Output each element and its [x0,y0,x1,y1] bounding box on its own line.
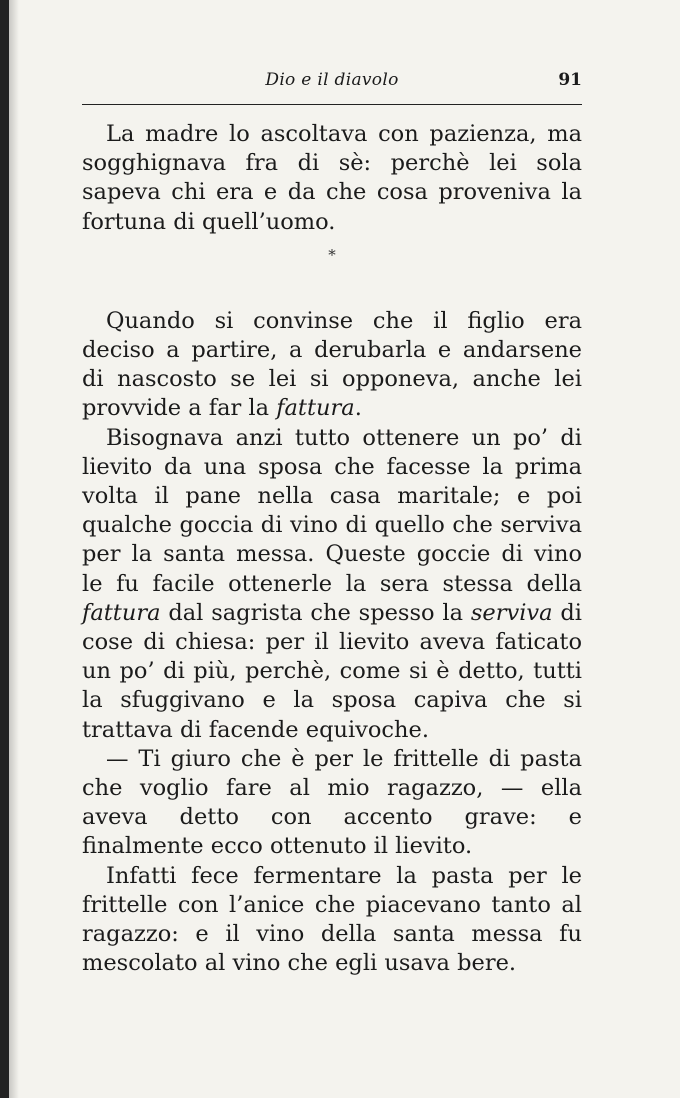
paragraph-3 [82,424,582,745]
paragraph-2 [82,307,582,424]
paragraph-3-emphasis-a: fattura [82,599,161,626]
section-separator [82,237,582,307]
paragraph-1: La madre lo ascoltava con pazienza, ma sogghignava fra di sè: perchè lei sola sapeva chi era e da che cosa proveniva la fortuna di quell’uomo. [82,121,582,235]
paragraph-3-text-b: dal sagrista che spesso la [160,599,471,626]
gutter-shadow [9,0,19,1098]
running-title: Dio e il diavolo [265,70,399,90]
paragraph-2-end: . [354,395,362,422]
book-spine-edge [0,0,9,1098]
paragraph-2-emphasis: fattura [276,395,355,422]
paragraph-3-emphasis-b: serviva [470,599,553,626]
asterism-icon: * [328,245,336,264]
page-number: 91 [558,70,582,90]
header-rule [82,104,582,105]
page-body [82,120,582,978]
running-header [82,70,582,96]
paragraph-3-text-c: di cose di chiesa: per il lievito aveva faticato un po’ di più, perchè, come si è detto, tutti la sfuggivano e la sposa capiva che si trattava di facende equivoche. [82,599,582,743]
paragraph-3-text-a: Bisognava anzi tutto ottenere un po’ di lievito da una sposa che facesse la prima volta il pane nella casa maritale; e poi qualche goccia di vino di quello che serviva per la santa messa. Queste goccie di vino le fu facile ottenerle la sera stessa della [82,424,582,597]
paragraph-5: Infatti fece fermentare la pasta per le frittelle con l’anice che piacevano tanto al ragazzo: e il vino della santa messa fu mescolato al vino che egli usava bere. [82,862,582,977]
paragraph-4: — Ti giuro che è per le frittelle di pasta che voglio fare al mio ragazzo, — ella aveva detto con accento grave: e finalmente ecco ottenuto il lievito. [82,745,582,860]
paragraph-2-text: Quando si convinse che il figlio era deciso a partire, a derubarla e andarsene di nascosto se lei si opponeva, anche lei provvide a far la [82,307,582,422]
